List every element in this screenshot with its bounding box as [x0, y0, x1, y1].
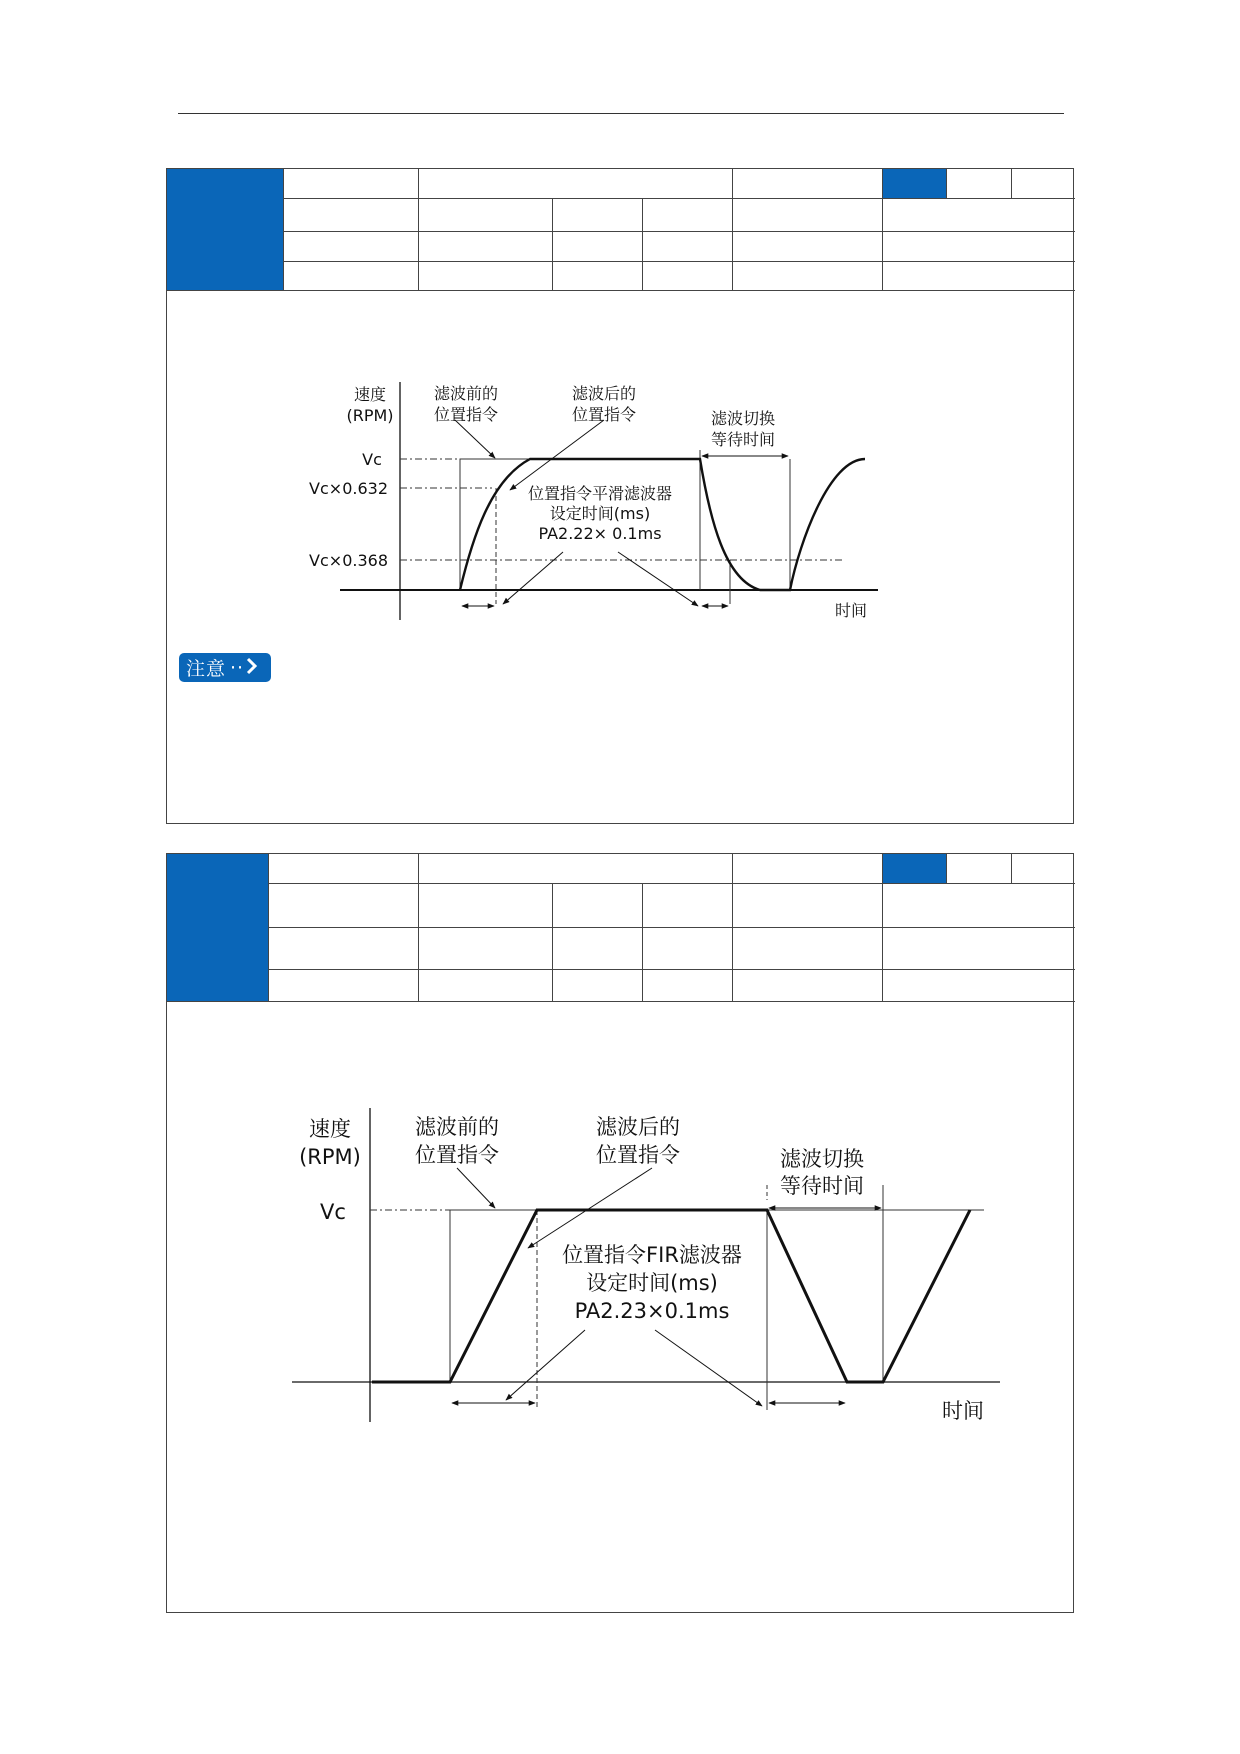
filter-time-label-3: PA2.23×0.1ms [574, 1299, 730, 1323]
before-filter-command-line [450, 1210, 984, 1382]
note-label: 注意 [186, 658, 227, 680]
note-dots: ·· [230, 656, 245, 679]
after-filter-curve [372, 1210, 970, 1382]
after-filter-label-1: 滤波后的 [596, 1115, 680, 1139]
after-filter-label-2: 位置指令 [596, 1143, 680, 1167]
filter-time-arrow-right [655, 1330, 762, 1406]
vc-label: Vc [362, 450, 382, 469]
x-axis-label-time: 时间 [942, 1399, 984, 1423]
vc-label: Vc [320, 1200, 346, 1224]
before-filter-label-2: 位置指令 [415, 1143, 499, 1167]
vc-632-label: Vc×0.632 [309, 479, 388, 498]
y-axis-label-speed: 速度 [353, 385, 387, 404]
filter-time-label-1: 位置指令FIR滤波器 [562, 1243, 742, 1267]
before-filter-label-1: 滤波前的 [415, 1115, 499, 1139]
before-filter-label-2: 位置指令 [433, 405, 499, 424]
x-axis-label-time: 时间 [834, 601, 868, 620]
switch-wait-label-2: 等待时间 [710, 430, 776, 449]
filter-time-label-2: 设定时间(ms) [586, 1271, 718, 1295]
after-filter-arrow [528, 1168, 652, 1248]
before-filter-arrow [457, 1168, 495, 1208]
switch-wait-label-1: 滤波切换 [710, 409, 776, 428]
after-filter-label-1: 滤波后的 [571, 384, 637, 403]
after-filter-label-2: 位置指令 [571, 405, 637, 424]
filter-time-label-2: 设定时间(ms) [549, 504, 651, 523]
switch-wait-label-2: 等待时间 [780, 1174, 864, 1198]
filter-time-label-1: 位置指令平滑滤波器 [527, 484, 673, 503]
filter-time-label-3: PA2.22× 0.1ms [538, 524, 662, 543]
y-axis-label-rpm: (RPM) [346, 406, 394, 425]
filter-time-arrow-left [506, 1330, 585, 1400]
switch-wait-label-1: 滤波切换 [780, 1147, 864, 1171]
vc-368-label: Vc×0.368 [309, 551, 388, 570]
before-filter-label-1: 滤波前的 [433, 384, 499, 403]
y-axis-label-rpm: (RPM) [299, 1145, 361, 1169]
y-axis-label-speed: 速度 [309, 1117, 351, 1141]
